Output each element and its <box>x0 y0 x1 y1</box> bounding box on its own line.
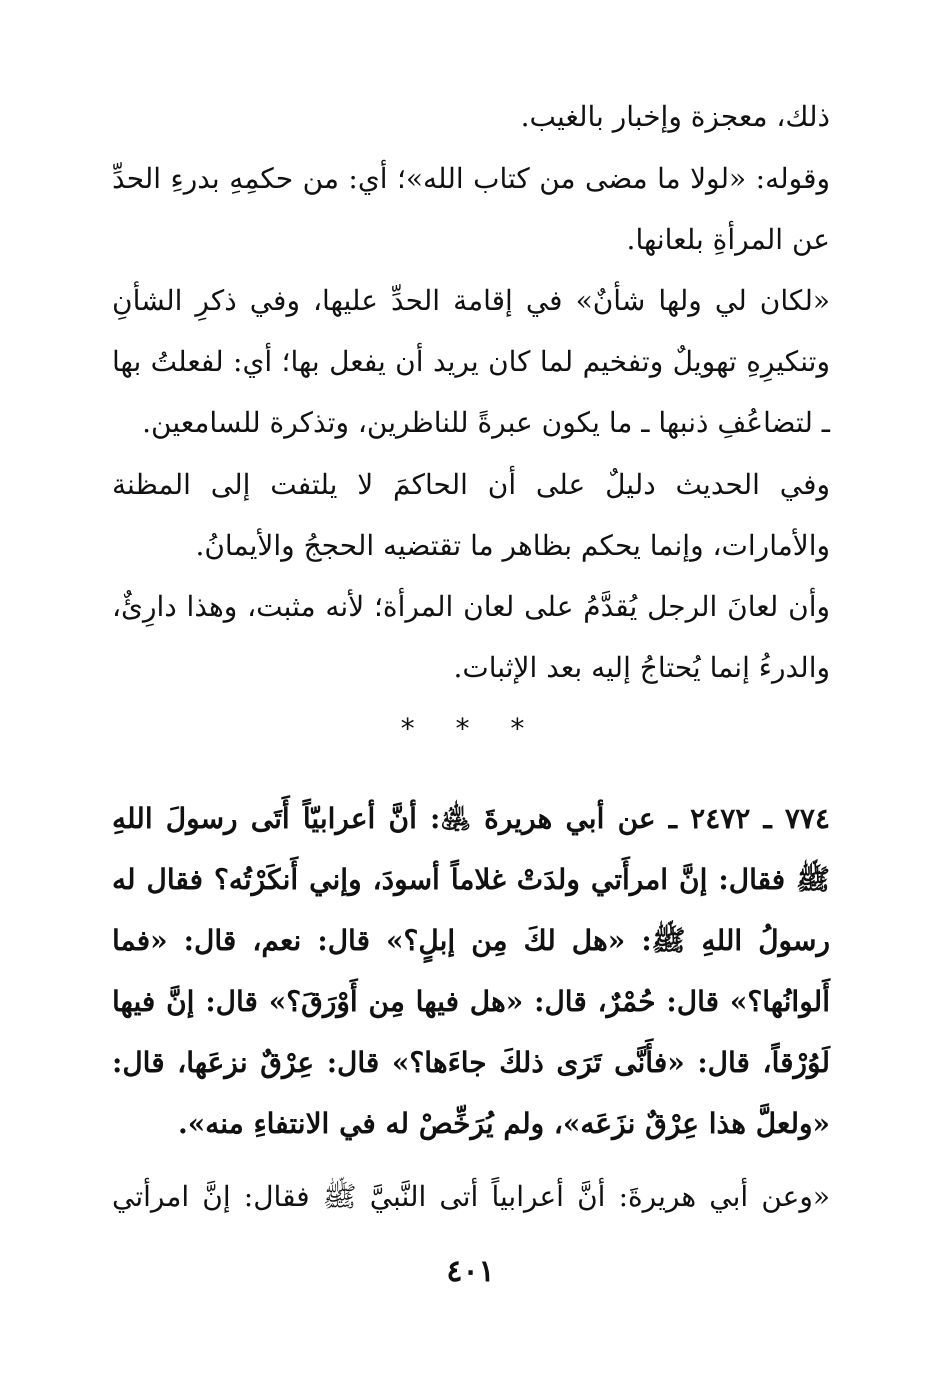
page-number: ٤٠١ <box>446 1254 495 1289</box>
paragraph-continuation: ذلك، معجزة وإخبار بالغيب. <box>520 100 830 133</box>
paragraph-commentary-4: وأن لعانَ الرجل يُقدَّمُ على لعان المرأة؛ لأنه مثبت، وهذا دارِئٌ، والدرءُ إنما يُحتاجُ إليه بعد الإثبات. <box>112 590 830 684</box>
section-separator: * * * <box>400 712 541 745</box>
paragraph-commentary-1: وقوله: «لولا ما مضى من كتاب الله»؛ أي: من حكمِهِ بدرءِ الحدِّ عن المرأةِ بلعانها. <box>112 162 830 256</box>
paragraph-commentary-2: «لكان لي ولها شأنٌ» في إقامة الحدِّ عليها، وفي ذكرِ الشأنِ وتنكيرِهِ تهويلٌ وتفخيم لما كان يريد أن يفعل بها؛ أي: لفعلتُ بها ـ لتضاعُفِ ذنبها ـ ما يكون عبرةً للناظرين، وتذكرة للسامعين. <box>112 284 830 439</box>
paragraph-commentary-5: «وعن أبي هريرةَ: أنَّ أعرابياً أتى النَّبيَّ ﷺ فقال: إنَّ امرأتي <box>112 1180 830 1213</box>
paragraph-commentary-3: وفي الحديث دليلٌ على أن الحاكمَ لا يلتفت إلى المظنة والأمارات، وإنما يحكم بظاهر ما تقتضيه الحججُ والأيمانُ. <box>112 468 830 562</box>
hadith-text: ٧٧٤ ـ ٢٤٧٢ ـ عن أبي هريرةَ ﵁: أنَّ أعرابيّاً أَتَى رسولَ اللهِ ﷺ فقال: إنَّ امرأَتي ولدَتْ غلاماً أسودَ، وإني أَنكَرْتُه؟ فقال له رسولُ اللهِ ﷺ: «هل لكَ مِن إبلٍ؟» قال: نعم، قال: «فما أَلوانُها؟» قال: حُمْرٌ، قال: «هل فيها مِن أَوْرَقَ؟» قال: إنَّ فيها لَوُرْقاً، قال: «فأَنَّى تَرَى ذلكَ جاءَها؟» قال: عِرْقٌ نزعَها، قال: «ولعلَّ هذا عِرْقٌ نزَعَه»، ولم يُرَخِّصْ له في الانتفاءِ منه». <box>112 802 831 1140</box>
